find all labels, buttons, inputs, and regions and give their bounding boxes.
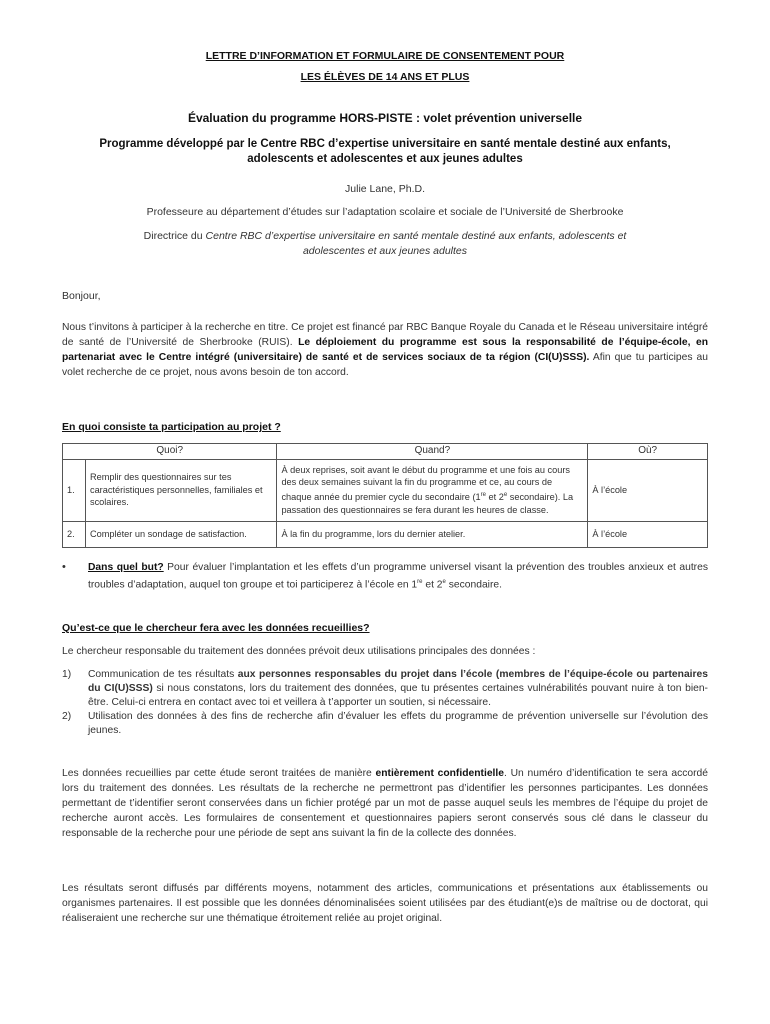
table-header-quoi: Quoi? (63, 444, 277, 460)
program-title: Évaluation du programme HORS-PISTE : volet prévention universelle (187, 111, 583, 125)
quand-text-c: secondaire). La passation des questionnaires se fera durant les heures de classe. (281, 492, 574, 515)
researcher-list (62, 668, 708, 738)
document-header-line1: LETTRE D’INFORMATION ET FORMULAIRE DE CONSENTEMENT POUR (205, 50, 565, 62)
confidential-text-bold: entièrement confidentielle (375, 768, 504, 779)
program-subtitle-line1: Programme développé par le Centre RBC d’expertise universitaire en santé mentale destiné aux enfants, (99, 138, 671, 150)
confidential-text-pre: Les données recueillies par cette étude seront traitées de manière (62, 768, 376, 779)
list-item-text: Utilisation des données à des fins de recherche afin d’évaluer les effets du programme de prévention universelle sur l’évolution des jeunes. (88, 711, 708, 736)
author-role-director-centre-cont: adolescentes et aux jeunes adultes (302, 245, 468, 257)
dissemination-paragraph: Les résultats seront diffusés par différents moyens, notamment des articles, communications et présentations aux établissements ou organismes partenaires. Il est possible que les données dénominalisées soient utilisées par des étudiant(e)s de maîtrise ou de doctorat, qui réaliseraient une recherche sur une thématique étroitement reliée au projet original. (62, 883, 708, 924)
list-item-text-post: si nous constatons, lors du traitement des données, que tu présentes certaines vulnérabilités pouvant nuire à ton bien-être. Celui-ci entrera en contact avec toi et veillera à t’apporter un soutien, si nécessaire. (88, 683, 708, 708)
program-subtitle-line2: adolescents et adolescentes et aux jeunes adultes (247, 153, 523, 165)
intro-paragraph (62, 320, 708, 380)
document-header-line2: LES ÉLÈVES DE 14 ANS ET PLUS (300, 71, 470, 83)
purpose-text-a: Pour évaluer l’implantation et les effets d’un programme universel visant la prévention des troubles anxieux et autres troubles d’adaptation, auquel ton groupe et toi participerez à l’école en 1 (88, 562, 708, 591)
participation-heading: En quoi consiste ta participation au projet ? (62, 421, 281, 433)
table-cell-quoi: Remplir des questionnaires sur tes caractéristiques personnelles, familiales et scolaires. (85, 459, 276, 521)
list-item-text-pre: Communication de tes résultats (88, 669, 238, 680)
intro-text-2: Afin que tu participes au volet recherche de ce projet, nous avons besoin de ton accord. (62, 352, 708, 378)
table-cell-ou: À l’école (588, 459, 708, 521)
table-cell-quand (277, 459, 588, 521)
table-header-ou: Où? (588, 444, 708, 460)
intro-text-bold: Le déploiement du programme est sous la responsabilité de l’équipe-école, en partenariat avec le Centre intégré (universitaire) de santé et de services sociaux de ta région (CI(U)SSS). (62, 337, 708, 363)
quand-text-a: À deux reprises, soit avant le début du programme et une fois au cours des deux semaines suivant la fin du programme et ce, au cours de chaque année du premier cycle du secondaire (1 (281, 464, 570, 503)
table-cell-quoi: Compléter un sondage de satisfaction. (85, 521, 276, 547)
researcher-intro: Le chercheur responsable du traitement des données prévoit deux utilisations principales des données : (62, 646, 536, 657)
table-cell-ou: À l’école (588, 521, 708, 547)
table-header-row (63, 444, 708, 460)
participation-table (62, 443, 708, 548)
researcher-heading: Qu’est-ce que le chercheur fera avec les données recueillies? (62, 622, 370, 634)
author-role-director (62, 229, 708, 259)
list-item-number: 1) (62, 669, 72, 680)
list-item (62, 668, 708, 710)
purpose-text-c: secondaire. (445, 579, 502, 591)
greeting: Bonjour, (62, 290, 101, 302)
list-item-text-bold: aux personnes responsables du projet dans l’école (membres de l’équipe-école ou partenaires du CI(U)SSS) (88, 669, 708, 694)
table-row (63, 459, 708, 521)
purpose-sup-e: e (442, 579, 446, 585)
confidentiality-paragraph (62, 766, 708, 841)
list-item (62, 710, 708, 738)
author-role-director-centre: Centre RBC d’expertise universitaire en santé mentale destiné aux enfants, adolescents et (205, 230, 627, 242)
author-name: Julie Lane, Ph.D. (345, 183, 425, 195)
quand-text-b: et 2 (485, 492, 504, 503)
purpose-text-b: et 2 (422, 579, 443, 591)
bullet-dot-icon: • (62, 561, 66, 573)
table-cell-num: 1. (63, 459, 86, 521)
purpose-sup-re: re (417, 579, 423, 585)
intro-text-1: Nous t’invitons à participer à la recherche en titre. Ce projet est financé par RBC Banque Royale du Canada et le Réseau universitaire intégré de santé de l’Université de Sherbrooke (RUIS). (62, 322, 708, 348)
table-cell-num: 2. (63, 521, 86, 547)
table-cell-quand: À la fin du programme, lors du dernier atelier. (277, 521, 588, 547)
confidential-text-post: . Un numéro d’identification te sera accordé lors du traitement des données. Les résultats de la recherche ne permettront pas d’identifier les personnes participantes. Les données permettant de t’identifier seront conservées dans un fichier protégé par un mot de passe auquel seuls les membres de l’équipe du projet de recherche auront accès. Les formulaires de consentement et questionnaires papiers seront conservés sous clé dans le classeur du responsable de la recherche pour une période de sept ans suivant la fin de la collecte des données. (62, 768, 708, 839)
table-row (63, 521, 708, 547)
list-item-number: 2) (62, 711, 72, 722)
author-role-professor: Professeure au département d’études sur l’adaptation scolaire et sociale de l’Université de Sherbrooke (146, 206, 624, 218)
quand-sup-re: re (480, 491, 486, 498)
table-header-quand: Quand? (277, 444, 588, 460)
purpose-bullet (62, 560, 708, 592)
quand-sup-e: e (503, 491, 508, 498)
purpose-bullet-bold: Dans quel but? (88, 562, 164, 573)
author-role-director-prefix: Directrice du (143, 230, 206, 242)
